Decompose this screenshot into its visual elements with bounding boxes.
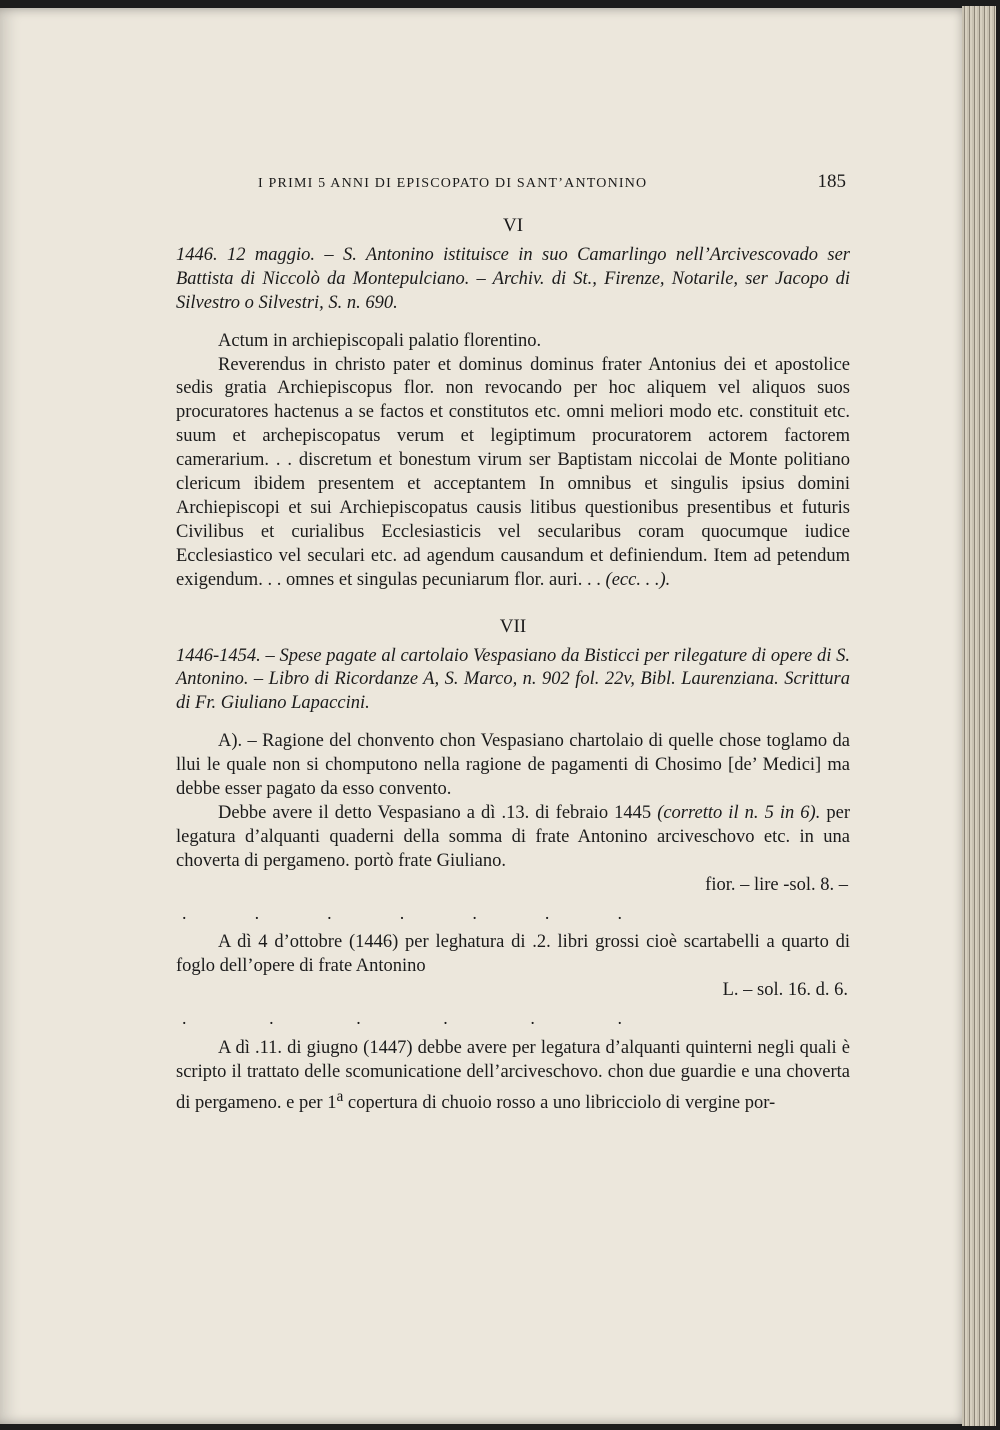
section-numeral-vi: VI: [502, 215, 524, 236]
ellipsis-row-1: [182, 902, 622, 926]
section-vii-paragraph-b: [176, 802, 850, 874]
section-vi-paragraph-2-tail: (ecc. . .).: [605, 569, 671, 590]
running-title: I PRIMI 5 ANNI DI EPISCOPATO DI SANT’ANTONINO: [258, 176, 648, 191]
section-vii-paragraph-c: A dì 4 d’ottobre (1446) per leghatura di .2. libri grossi cioè scartabelli a quarto di foglo dell’opere di frate Antonino: [176, 932, 850, 977]
paragraph-b-correction: (corretto il n. 5 in 6).: [657, 802, 821, 823]
paragraph-d-start: A dì .11. di giugno (1447) debbe avere per legatura d’alquanti quinterni negli quali è scripto il trattato delle scomunicatione dell’arciveschovo. chon due guardie e una choverta di pergameno. e per 1: [176, 1038, 850, 1114]
paragraph-d-end: copertura di chuoio rosso a uno libricciolo di vergine por-: [347, 1093, 776, 1114]
paragraph-b-end: per legatura d’alquanti quaderni della somma di frate Antonino arciveschovo etc. in una choverta di pergameno. portò frate Giuliano.: [176, 802, 851, 871]
ellipsis-dot: .: [443, 1008, 448, 1029]
section-numeral-vii: VII: [499, 615, 527, 637]
ellipsis-dot: .: [182, 902, 187, 923]
ellipsis-row-2: [182, 1007, 622, 1031]
paragraph-b-amount: fior. – lire -sol. 8. –: [705, 874, 848, 895]
ellipsis-dot: .: [544, 902, 550, 923]
section-vi-paragraph-1: Actum in archiepiscopali palatio florentino.: [218, 330, 542, 351]
ellipsis-dot: .: [530, 1008, 535, 1029]
ellipsis-dot: .: [472, 902, 477, 923]
paragraph-b-start: Debbe avere il detto Vespasiano a dì .13. di febraio 1445: [218, 802, 652, 823]
ellipsis-dot: .: [254, 902, 260, 923]
ellipsis-dot: .: [617, 1008, 622, 1029]
ellipsis-dot: .: [399, 902, 405, 923]
ellipsis-dot: .: [182, 1008, 187, 1029]
section-vii-paragraph-d: [176, 1037, 850, 1116]
section-vii-paragraph-a: A). – Ragione del chonvento chon Vespasiano chartolaio di quelle chose toglamo da llui le quale non si chomputono nella ragione de pagamenti di Chosimo [de’ Medici] ma debbe esser pagato da esso convento.: [176, 731, 850, 800]
section-vi-head-note: 1446. 12 maggio. – S. Antonino istituisce in suo Camarlingo nell’Arcivescovado ser Battista di Niccolò da Montepulciano. – Archiv. di St., Firenze, Notarile, ser Jacopo di Silvestro o Silvestri, S. n. 690.: [176, 244, 850, 313]
text-block: [176, 170, 850, 1116]
ellipsis-dot: .: [356, 1008, 361, 1029]
ellipsis-dot: .: [327, 902, 332, 923]
section-vi-paragraph-2-text: Reverendus in christo pater et dominus dominus frater Antonius dei et apostolice sedis gratia Archiepiscopus flor. non revocando per hoc aliquem vel aliquos suos procuratores hactenus a se factos et constitutos etc. omni meliori modo etc. constituit etc. suum et archepiscopatus verum et legiptimum procuratorem actorem factorem camerarium. . . discretum et bonestum virum ser Baptistam niccolai de Monte politiano clericum ibidem presentem et acceptantem In omnibus et singulis ipsius domini Archiepiscopi et sui Archiepiscopatus causis litibus questionibus presentibus et futuris Civilibus et curialibus Ecclesiasticis vel secularibus coram quocumque iudice Ecclesiastico vel seculari etc. ad agendum causandum et definiendum. Item ad petendum exigendum. . . omnes et singulas pecuniarum flor. auri. . .: [176, 354, 850, 590]
ellipsis-dot: .: [269, 1008, 274, 1029]
section-vii-head-note: 1446-1454. – Spese pagate al cartolaio Vespasiano da Bisticci per rilegature di opere di S. Antonino. – Libro di Ricordanze A, S. Marco, n. 902 fol. 22v, Bibl. Laurenziana. Scrittura di Fr. Giuliano Lapaccini.: [176, 645, 850, 714]
page-edge: [962, 6, 996, 1426]
running-head: [176, 170, 850, 200]
paragraph-c-amount: L. – sol. 16. d. 6.: [722, 980, 848, 1001]
page-number: 185: [817, 171, 846, 192]
superscript-a: a: [336, 1087, 344, 1105]
section-vi-paragraph-2: [176, 354, 850, 593]
ellipsis-dot: .: [617, 902, 622, 923]
